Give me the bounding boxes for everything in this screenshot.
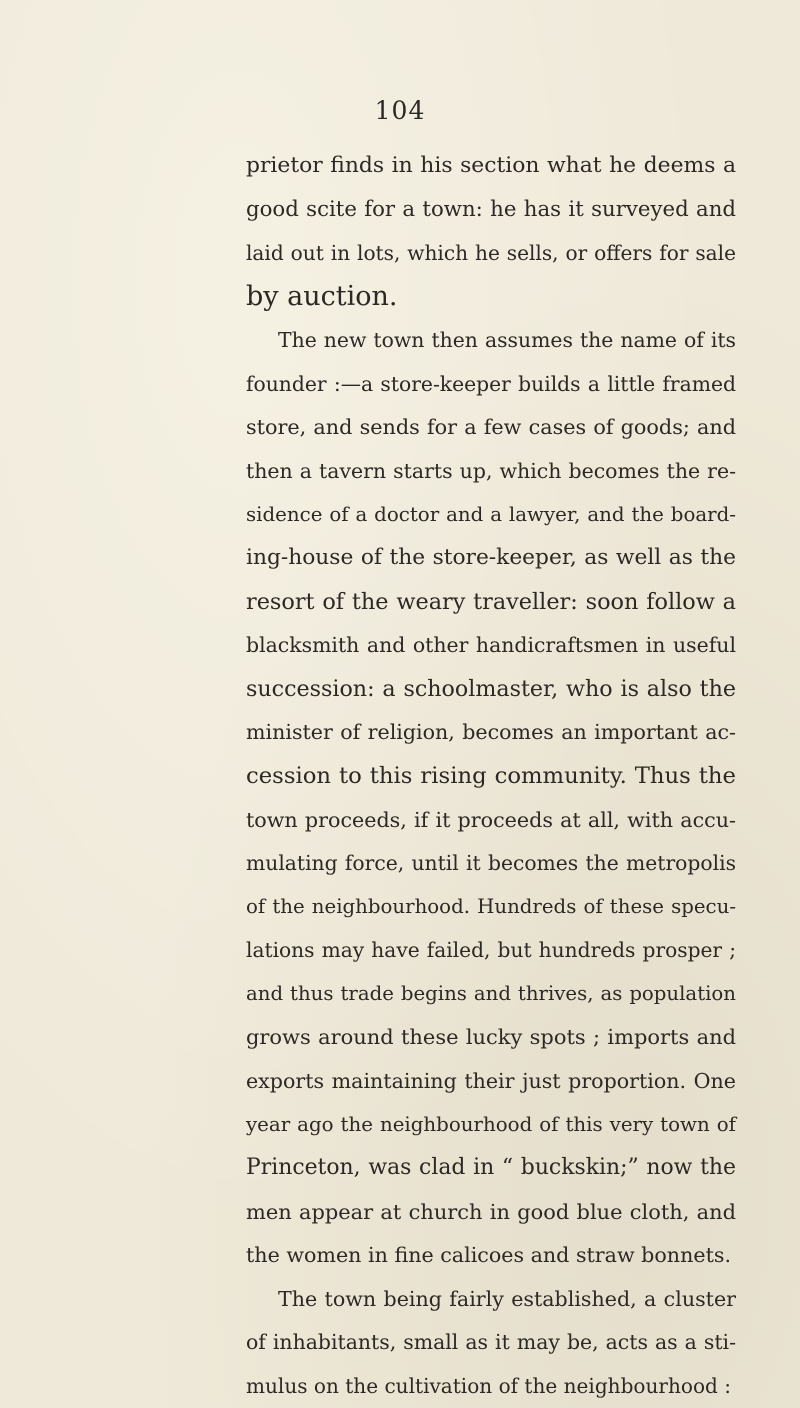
text-line: and thus trade begins and thrives, as population <box>246 981 736 1005</box>
text-line: store, and sends for a few cases of goods; and <box>246 415 736 440</box>
text-line: of inhabitants, small as it may be, acts as a sti- <box>246 1330 736 1355</box>
text-line: then a tavern starts up, which becomes the re- <box>246 459 736 483</box>
text-line: of the neighbourhood. Hundreds of these specu- <box>246 894 736 918</box>
text-line: year ago the neighbourhood of this very town of <box>246 1112 736 1136</box>
text-line: founder :—a store-keeper builds a little framed <box>246 371 736 396</box>
text-line: ing-house of the store-keeper, as well as the <box>246 545 736 571</box>
text-line: mulating force, until it becomes the metropolis <box>246 851 736 876</box>
text-line: mulus on the cultivation of the neighbourhood : <box>246 1374 731 1398</box>
text-line: laid out in lots, which he sells, or offers for sale <box>246 241 736 266</box>
text-line: Princeton, was clad in “ buckskin;” now the <box>246 1155 736 1181</box>
text-line: blacksmith and other handicraftsmen in useful <box>246 633 736 658</box>
text-line: cession to this rising community. Thus the <box>246 763 736 789</box>
text-line: grows around these lucky spots ; imports and <box>246 1025 736 1050</box>
text-line: resort of the weary traveller: soon follow a <box>246 588 736 615</box>
text-line: exports maintaining their just proportion. One <box>246 1069 736 1093</box>
text-line: succession: a schoolmaster, who is also the <box>246 675 736 702</box>
paragraph-start-line: The new town then assumes the name of its <box>278 328 736 353</box>
page-number: 104 <box>374 96 426 125</box>
text-line: by auction. <box>246 280 398 312</box>
text-line: prietor finds in his section what he deems a <box>246 153 736 178</box>
text-line: men appear at church in good blue cloth, and <box>246 1199 736 1224</box>
text-line: town proceeds, if it proceeds at all, with accu- <box>246 807 736 832</box>
text-line: minister of religion, becomes an important ac- <box>246 720 736 745</box>
text-line: good scite for a town: he has it surveyed and <box>246 196 736 222</box>
text-line: the women in fine calicoes and straw bonnets. <box>246 1243 731 1268</box>
text-line: sidence of a doctor and a lawyer, and the board- <box>246 502 736 526</box>
paragraph-start-line: The town being fairly established, a cluster <box>278 1286 736 1311</box>
text-line: lations may have failed, but hundreds prosper ; <box>246 938 736 963</box>
